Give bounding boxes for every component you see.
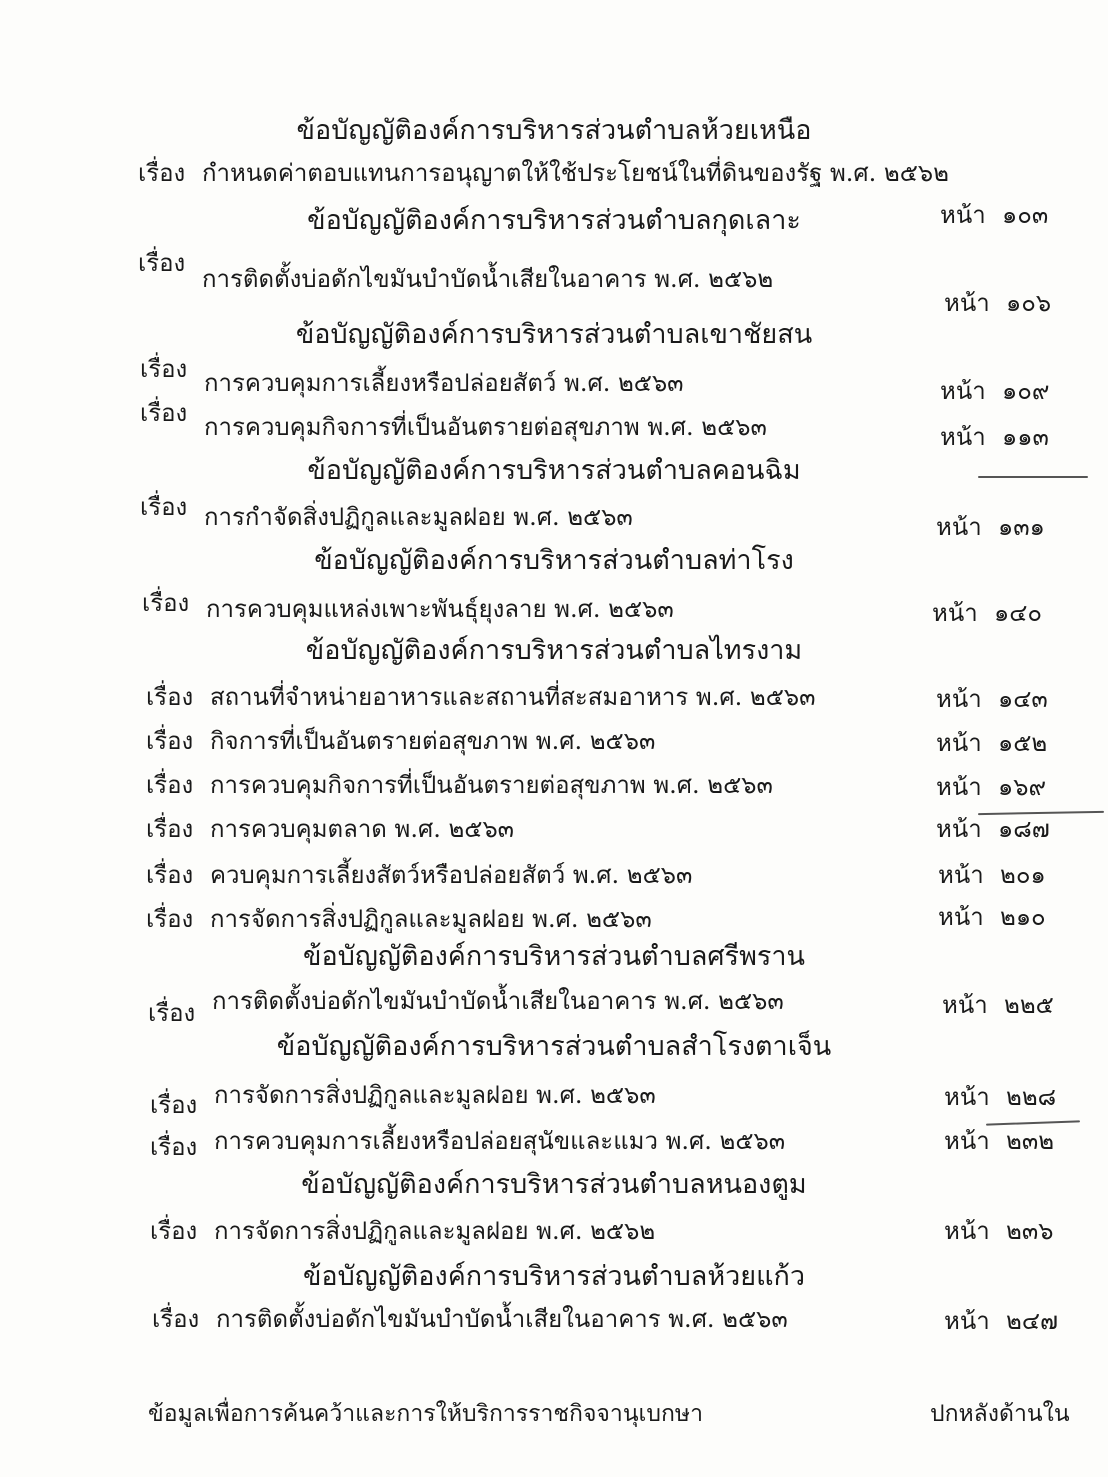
entry-page	[944, 1080, 1084, 1114]
page-number: ๒๑๐	[1000, 903, 1046, 931]
page-label: หน้า	[932, 599, 978, 627]
entry-title: การติดตั้งบ่อดักไขมันบำบัดน้ำเสียในอาคาร พ.ศ. ๒๕๖๓	[212, 987, 784, 1015]
page-label: หน้า	[944, 289, 990, 317]
pen-mark	[978, 476, 1088, 478]
page-label: หน้า	[944, 1127, 990, 1155]
page-label: หน้า	[942, 991, 988, 1019]
entry-page	[936, 726, 1076, 760]
toc-entry	[146, 902, 926, 936]
entry-label: เรื่อง	[148, 999, 196, 1027]
page-number: ๑๐๖	[1006, 289, 1052, 317]
entry-title: การควบคุมแหล่งเพาะพันธุ์ยุงลาย พ.ศ. ๒๕๖๓	[206, 595, 674, 623]
section-heading: ข้อบัญญัติองค์การบริหารส่วนตำบลไทรงาม	[305, 635, 803, 666]
page-number: ๒๒๘	[1006, 1083, 1057, 1111]
toc-entry	[150, 1214, 930, 1248]
toc-entry	[138, 156, 949, 190]
page-label: หน้า	[936, 729, 982, 757]
section-heading: ข้อบัญญัติองค์การบริหารส่วนตำบลคอนฉิม	[307, 455, 801, 486]
toc-entry	[148, 984, 928, 1027]
entry-page	[944, 1214, 1084, 1248]
entry-label: เรื่อง	[146, 815, 194, 843]
section-heading: ข้อบัญญัติองค์การบริหารส่วนตำบลห้วยแก้ว	[302, 1261, 806, 1292]
entry-page	[938, 858, 1078, 892]
page-label: หน้า	[944, 1217, 990, 1245]
page-number: ๒๔๗	[1006, 1307, 1059, 1335]
entry-label: เรื่อง	[150, 1133, 198, 1161]
entry-title: สถานที่จำหน่ายอาหารและสถานที่สะสมอาหาร พ.ศ. ๒๕๖๓	[210, 683, 816, 711]
toc-entry	[150, 1124, 930, 1161]
entry-title: การควบคุมตลาด พ.ศ. ๒๕๖๓	[210, 815, 515, 843]
section-heading: ข้อบัญญัติองค์การบริหารส่วนตำบลกุดเลาะ	[307, 205, 801, 236]
entry-title: ควบคุมการเลี้ยงสัตว์หรือปล่อยสัตว์ พ.ศ. ๒๕๖๓	[210, 861, 693, 889]
entry-title: การจัดการสิ่งปฏิกูลและมูลฝอย พ.ศ. ๒๕๖๓	[210, 905, 652, 933]
entry-page	[940, 420, 1080, 454]
section-heading: ข้อบัญญัติองค์การบริหารส่วนตำบลห้วยเหนือ	[296, 115, 812, 146]
page-label: หน้า	[936, 773, 982, 801]
page-label: หน้า	[936, 815, 982, 843]
entry-page	[944, 286, 1084, 320]
toc-entry	[150, 1078, 930, 1119]
entry-label: เรื่อง	[146, 861, 194, 889]
page-label: หน้า	[938, 861, 984, 889]
footer-left: ข้อมูลเพื่อการค้นคว้าและการให้บริการราชกิจจานุเบกษา	[148, 1401, 704, 1427]
entry-page	[936, 682, 1076, 716]
page-number: ๑๐๓	[1002, 201, 1049, 229]
page-number: ๒๐๑	[1000, 861, 1046, 889]
entry-label: เรื่อง	[146, 771, 194, 799]
entry-label: เรื่อง	[146, 905, 194, 933]
entry-page	[942, 988, 1082, 1022]
entry-page	[944, 1304, 1084, 1338]
page-label: หน้า	[944, 1083, 990, 1111]
entry-label: เรื่อง	[138, 249, 186, 277]
page-number: ๒๒๕	[1004, 991, 1054, 1019]
page-number: ๑๘๗	[998, 815, 1050, 843]
entry-title: การควบคุมการเลี้ยงหรือปล่อยสัตว์ พ.ศ. ๒๕๖๓	[204, 369, 684, 397]
toc-entry	[142, 586, 922, 623]
page-number: ๑๑๓	[1002, 423, 1049, 451]
page-label: หน้า	[944, 1307, 990, 1335]
entry-label: เรื่อง	[146, 727, 194, 755]
entry-page	[940, 374, 1080, 408]
toc-entry	[140, 396, 920, 441]
page-number: ๑๔๓	[998, 685, 1048, 713]
page-number: ๑๔๐	[994, 599, 1043, 627]
page-number: ๑๐๙	[1002, 377, 1050, 405]
section-heading: ข้อบัญญัติองค์การบริหารส่วนตำบลสำโรงตาเจ็น	[276, 1031, 832, 1062]
entry-title: การติดตั้งบ่อดักไขมันบำบัดน้ำเสียในอาคาร พ.ศ. ๒๕๖๓	[216, 1305, 788, 1333]
footer-right: ปกหลังด้านใน	[930, 1401, 1070, 1427]
page-number: ๑๖๙	[998, 773, 1047, 801]
entry-label: เรื่อง	[140, 355, 188, 383]
toc-entry	[146, 812, 926, 846]
toc-entry	[140, 352, 920, 397]
toc-entry	[140, 490, 920, 531]
entry-label: เรื่อง	[150, 1217, 198, 1245]
entry-page	[938, 900, 1078, 934]
entry-title: การควบคุมการเลี้ยงหรือปล่อยสุนัขและแมว พ.ศ. ๒๕๖๓	[214, 1127, 786, 1155]
entry-title: การควบคุมกิจการที่เป็นอันตรายต่อสุขภาพ พ.ศ. ๒๕๖๓	[204, 413, 767, 441]
entry-label: เรื่อง	[140, 493, 188, 521]
page-label: หน้า	[940, 423, 986, 451]
toc-entry	[146, 768, 926, 802]
entry-title: การกำจัดสิ่งปฏิกูลและมูลฝอย พ.ศ. ๒๕๖๓	[204, 503, 633, 531]
entry-title: การติดตั้งบ่อดักไขมันบำบัดน้ำเสียในอาคาร พ.ศ. ๒๕๖๒	[202, 265, 774, 293]
entry-title: การจัดการสิ่งปฏิกูลและมูลฝอย พ.ศ. ๒๕๖๓	[214, 1081, 656, 1109]
entry-title: การควบคุมกิจการที่เป็นอันตรายต่อสุขภาพ พ.ศ. ๒๕๖๓	[210, 771, 773, 799]
entry-label: เรื่อง	[146, 683, 194, 711]
toc-entry	[138, 246, 918, 293]
page-label: หน้า	[936, 513, 982, 541]
section-heading: ข้อบัญญัติองค์การบริหารส่วนตำบลศรีพราน	[303, 941, 805, 972]
section-heading: ข้อบัญญัติองค์การบริหารส่วนตำบลเขาชัยสน	[295, 319, 813, 350]
page-number: ๒๓๖	[1006, 1217, 1054, 1245]
page-label: หน้า	[936, 685, 982, 713]
page-number: ๒๓๒	[1006, 1127, 1055, 1155]
entry-page	[936, 812, 1076, 846]
toc-entry	[152, 1302, 932, 1336]
toc-entry	[146, 858, 926, 892]
page-number: ๑๓๑	[998, 513, 1045, 541]
page-label: หน้า	[940, 201, 986, 229]
entry-page	[944, 1124, 1084, 1158]
toc-entry	[146, 680, 926, 714]
entry-label: เรื่อง	[150, 1091, 198, 1119]
page-label: หน้า	[940, 377, 986, 405]
entry-page	[936, 770, 1076, 804]
section-heading: ข้อบัญญัติองค์การบริหารส่วนตำบลท่าโรง	[314, 545, 794, 576]
entry-page	[932, 596, 1072, 630]
entry-label: เรื่อง	[152, 1305, 200, 1333]
entry-title: กำหนดค่าตอบแทนการอนุญาตให้ใช้ประโยชน์ในที่ดินของรัฐ พ.ศ. ๒๕๖๒	[202, 159, 949, 187]
section-heading: ข้อบัญญัติองค์การบริหารส่วนตำบลหนองตูม	[301, 1169, 807, 1200]
entry-title: กิจการที่เป็นอันตรายต่อสุขภาพ พ.ศ. ๒๕๖๓	[210, 727, 656, 755]
entry-label: เรื่อง	[142, 589, 190, 617]
entry-page	[936, 510, 1076, 544]
page-label: หน้า	[938, 903, 984, 931]
entry-label: เรื่อง	[140, 399, 188, 427]
entry-title: การจัดการสิ่งปฏิกูลและมูลฝอย พ.ศ. ๒๕๖๒	[214, 1217, 656, 1245]
entry-label: เรื่อง	[138, 159, 186, 187]
page-number: ๑๕๒	[998, 729, 1048, 757]
toc-entry	[146, 724, 926, 758]
